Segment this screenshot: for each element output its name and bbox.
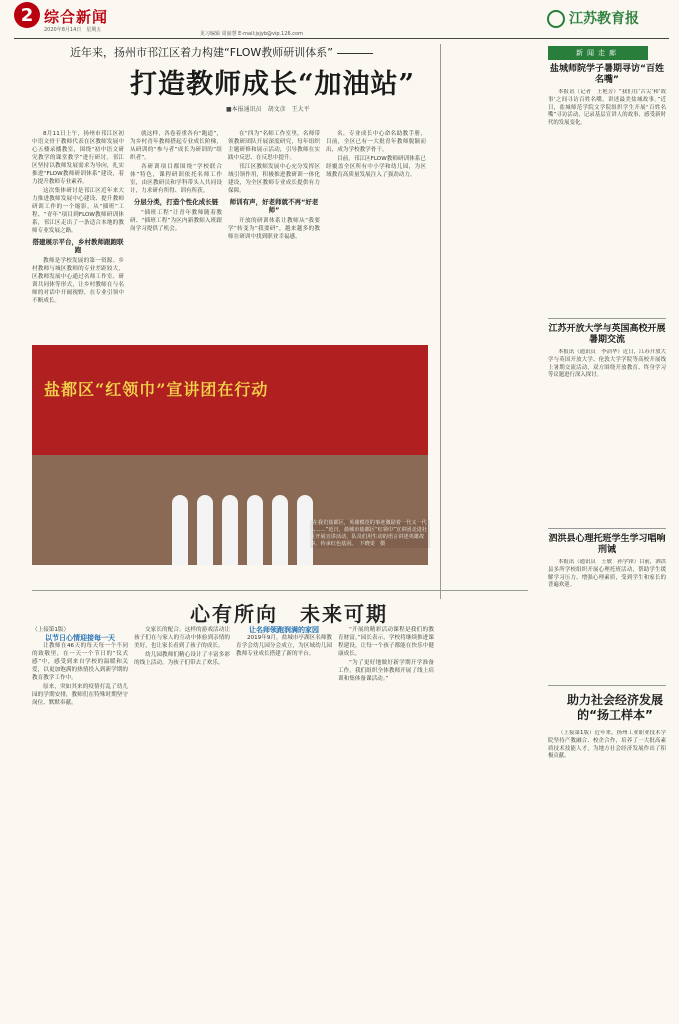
news-item-headline: 泗洪县心理托班学生学习唱响刑诫 [548,534,666,555]
paragraph: 交家长的配合。这样的游戏活动让孩子们在与家人的互动中体验到亲情的美好，也让家长看到了孩子的成长。 [134,627,230,649]
photo-stage [32,455,428,565]
article-byline: ■本报通讯员 胡文彦 王大平 [226,106,310,113]
paragraph: 让教师在46天的每天每一个不同的致敬里，在一天一个节日的“仪式感”中，感受到来自学校的温暖和关爱，以更加饱满的热情投入到新学期的教育教学工作中。 [32,643,128,681]
paragraph: 本报讯（通讯员 李冶华）近日，江苏开放大学与英国开放大学、伦敦大学学院等高校开展线上暑期交流活动，双方围绕开放教育、终身学习等议题进行深入探讨。 [548,349,666,379]
news-corridor-tag: 新闻走廊 [548,46,648,60]
paragraph: 原来，突如其来的疫情打乱了幼儿园的学期安排，教师们在特殊时期坚守岗位、默默奉献。 [32,684,128,706]
photo-banner [32,345,428,455]
mid-heading-center: 让名师领跑润满的家园 [249,626,319,634]
paragraph: “为了更好地做好新学期开学准备工作，我们组织全体教师开展了线上培训和集体备课活动。” [338,660,434,682]
paragraph: 目前，邗江区FLOW教师研训体系已经覆盖全区所有中小学和幼儿园，为区域教育高质量发展注入了强劲动力。 [326,156,426,178]
column-divider [440,44,441,599]
paragraph: 这次集体研讨是邗江区近年来大力推进教师发展中心建设、提升教师研训工作的一个缩影。从“插班”工程、“青年”项目到FLOW教师研训体系，邗江区走出了一条适合本地的教师专业发展之路。 [32,188,124,234]
news-item-body [548,730,666,1010]
photo-banner-text: 盐都区“红领巾”宣讲团在行动 [44,380,269,399]
mid-column-3 [236,626,332,1016]
section-title: 综合新闻 [44,8,109,26]
header-divider [14,38,669,39]
news-item [548,534,666,659]
news-item [548,64,666,239]
section-heading: 搭建展示平台，乡村教师跟跑联跑 [32,238,124,254]
mid-heading-left: 以节日心情迎接每一天 [45,634,115,642]
child-figure [247,495,263,565]
news-item-body [548,89,666,239]
article-column-3 [228,130,320,342]
child-figure [222,495,238,565]
paragraph: 各研训项目都围绕“学校联合体”特色，课程研训依托名师工作室，由区教研员和学科带头人共同设计，力求研有所得、训有所获。 [130,164,222,194]
article-column-2 [130,130,222,342]
news-item-body [548,559,666,659]
item-divider [548,318,666,319]
paper-logo [547,8,639,28]
paragraph: （上接第1版）近年来，扬州工业职业技术学院坚持产教融合、校企合作，培养了一大批高素质技术技能人才，为地方社会经济发展作出了积极贡献。 [548,730,666,760]
news-item-headline: 江苏开放大学与英国高校开展暑期交流 [548,324,666,345]
article-title: 打造教师成长“加油站” [130,69,416,100]
paragraph: 本报讯（记者 王艳芳）“我们在‘舌尖’和‘故事’之间寻访百姓名嘴，讲述最美盐城故事。”近日，盐城师范学院文学院组织学生开展“百姓名嘴”寻访活动，记录基层宣讲人的故事，感受新时代的发展变化。 [548,89,666,127]
child-figure [172,495,188,565]
item-divider [548,528,666,529]
paragraph: 本报讯（通讯员 王敏 孙学锋）目前，泗洪县多所学校组织开展心理托班活动，帮助学生缓解学习压力、增强心理素质，受到学生和家长的普遍欢迎。 [548,559,666,589]
paragraph: 就这样，各卷着重各有“跑道”，为乡村青年教师搭起专业成长阶梯，从研训的“参与者”成长为研训的“组织者”。 [130,131,222,161]
news-item [548,324,666,469]
paragraph: 教师是学校发展的第一资源。乡村教师与城区教师的专业差距较大，区教师发展中心通过名师工作室、研训共同体等形式，让乡村教师在与名师的对话中开阔视野，在专业引领中不断成长。 [32,258,124,304]
section-heading: 分层分类，打造个性化成长链 [133,198,219,206]
paragraph: 开放的研训体系让教师从“我要学”转变为“我要研”，越来越多的教师在研训中找到职业幸福感。 [228,218,320,240]
article-column-1 [32,130,124,342]
logo-icon [547,10,565,28]
section-heading: 师训有声，好老师就不再“好老师” [229,198,319,214]
item-divider [548,685,666,686]
news-item-headline: 盐城师院学子暑期寻访“百姓名嘴” [550,64,664,85]
child-figure [197,495,213,565]
child-figure [272,495,288,565]
paragraph: 8月11日上午，扬州市邗江区初中语文骨干教师代表在区教师发展中心五楼录播教室，围绕“初中语文研究教学的课堂教学”进行研讨。邗江区坚持以教师发展需求为导向，扎实推进“FLOW教师研训体系”建设，着力提升教师专业素养。 [32,131,124,185]
mid-column-2 [134,626,230,1016]
news-item-headline: 助力社会经济发展的“扬工样本” [566,693,663,722]
mid-column-4 [338,626,434,1016]
paragraph: 名，专业成长中心命名助教手册，目前，全区已有一大批青年教师脱颖而出，成为学校教学骨干。 [326,131,426,153]
mid-column-1 [32,626,128,1016]
paragraph: 幼儿园教师们精心设计了丰富多彩的线上活动，为孩子们带去了欢乐。 [134,652,230,666]
paragraph: 2019年9月，盐城市亭湖区名师教育学会幼儿园分会成立，为区域幼儿园教师专业成长搭建了新的平台。 [236,635,332,657]
paragraph: 在“四为”名师工作室里，名师带领教研团队开展深度研究，每年组织主题研修和展示活动，引导教师在实践中反思、在反思中提升。 [228,131,320,161]
paragraph: “开展的精彩活动课程是我们的教育财富。”园长表示，学校将继续推进课程建设，让每一个孩子都能在快乐中健康成长。 [338,627,434,657]
photo-caption: “在我们盐都区，英雄模范的事迹激励着一代又一代人……”近日，盐城市盐都区“红领巾”宣讲团走进社区开展宣讲活动，队员们用生动的语言讲述英雄故事，传承红色基因。 下晓雯 摄 [310,520,430,548]
section-title-mid: 心有所向 未来可期 [190,602,388,626]
news-item-body [548,349,666,469]
page-number-badge: 2 [14,2,40,28]
paragraph: “插班工程”让青年教师随着教研、“插班工程”为区内新教师入班跟岗学习提供了机会。 [130,210,222,232]
section-divider [32,590,528,591]
paper-name: 江苏教育报 [569,11,639,27]
article-subtitle: 近年来，扬州市邗江区着力构建“FLOW教师研训体系” [70,44,373,60]
credit-line: （上接第1版） [32,627,70,633]
article-column-4 [326,130,426,342]
paragraph: 邗江区教师发展中心充分发挥区域引领作用，积极推进教研训一体化建设，为全区教师专业成长提供有力保障。 [228,164,320,194]
issue-date: 2020年8月14日 星期五 [44,27,102,33]
editor-info: 见习编辑 周丽慧 E-mail:jsjyb@vip.126.com [200,31,303,37]
